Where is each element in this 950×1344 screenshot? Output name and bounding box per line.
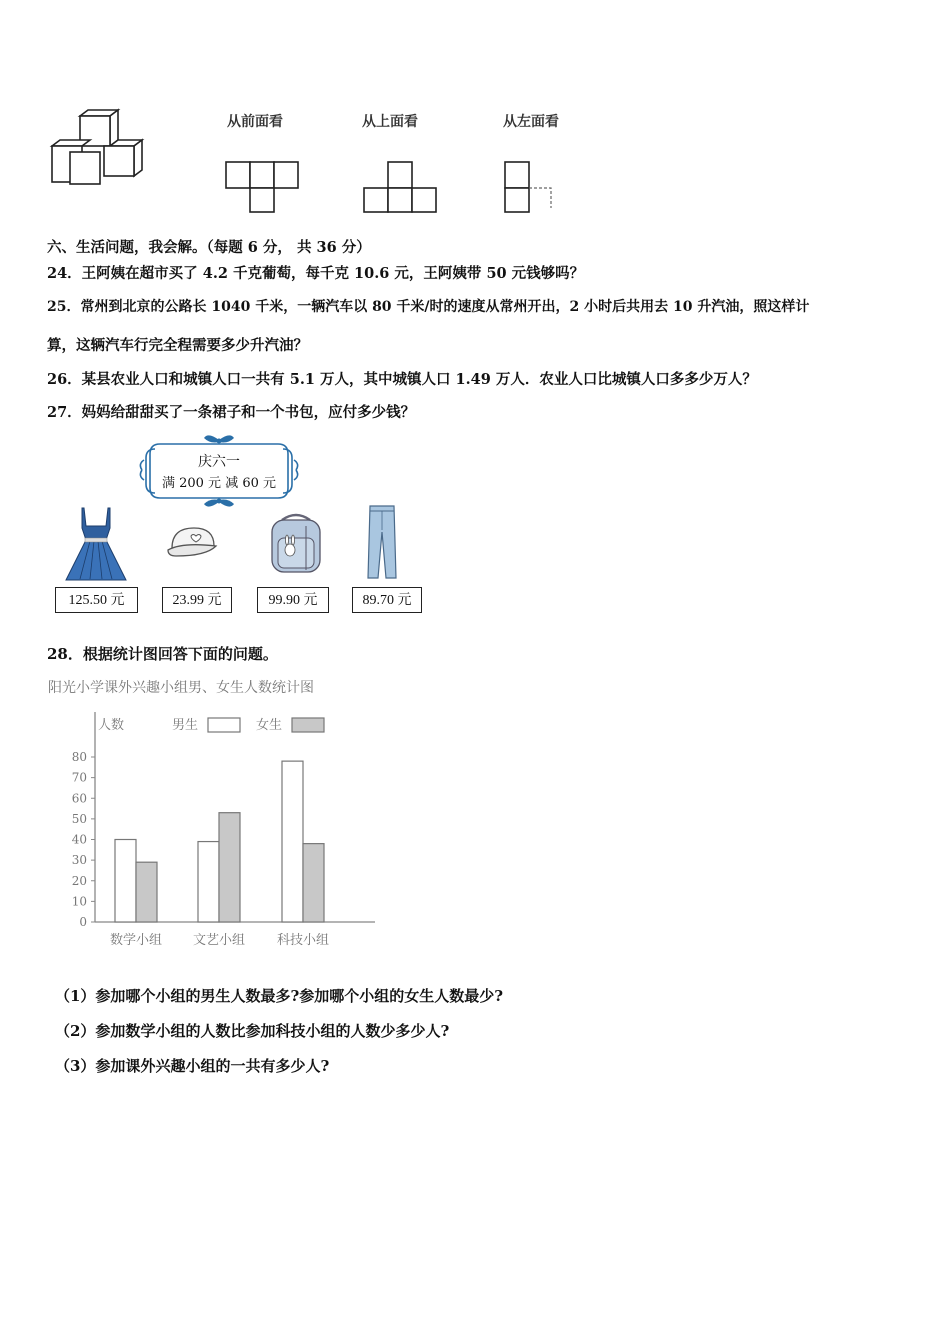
question-26: 26．某县农业人口和城镇人口一共有 5.1 万人，其中城镇人口 1.49 万人．农业人口比城镇人口多多少万人？ [47, 371, 757, 388]
question-25-line2: 算，这辆汽车行完全程需要多少升汽油？ [47, 337, 308, 354]
sub-question-3: （3）参加课外兴趣小组的一共有多少人? [55, 1057, 330, 1075]
bar-chart [40, 672, 390, 954]
x-category-label: 数学小组 [109, 933, 163, 948]
sub-question-1: （1）参加哪个小组的男生人数最多?参加哪个小组的女生人数最少? [55, 987, 504, 1005]
x-category-label: 科技小组 [276, 933, 330, 948]
bar-girls [303, 844, 324, 922]
promo-line-2: 满 200 元 减 60 元 [161, 476, 277, 491]
x-category-label: 文艺小组 [192, 933, 246, 948]
question-24: 24．王阿姨在超市买了 4.2 千克葡萄，每千克 10.6 元，王阿姨带 50 元钱够吗？ [47, 265, 585, 282]
top-view-label: 从上面看 [362, 114, 418, 130]
backpack-image [264, 510, 328, 576]
legend-boys-label: 男生 [172, 718, 199, 733]
cap-image [166, 522, 222, 562]
bar-girls [136, 862, 157, 922]
jeans-image [360, 502, 404, 582]
y-tick-label: 30 [71, 853, 87, 868]
chart-ylabel: 人数 [98, 718, 125, 733]
front-view-label: 从前面看 [227, 114, 283, 130]
bar-boys [282, 761, 303, 922]
y-tick-label: 80 [71, 750, 87, 764]
cube-stack-figure [48, 108, 148, 190]
y-tick-label: 0 [79, 915, 87, 929]
chart-title: 阳光小学课外兴趣小组男、女生人数统计图 [48, 680, 314, 696]
y-tick-label: 50 [71, 811, 87, 826]
promo-line-1: 庆六一 [198, 454, 240, 470]
bar-girls [219, 813, 240, 922]
bar-boys [115, 840, 136, 923]
bar-boys [198, 842, 219, 922]
y-tick-label: 40 [71, 832, 87, 847]
legend-boys-swatch [208, 718, 240, 732]
y-tick-label: 10 [71, 894, 87, 909]
price-tag-cap: 23.99 元 [162, 587, 232, 613]
y-tick-label: 20 [71, 873, 87, 888]
sub-question-2: （2）参加数学小组的人数比参加科技小组的人数少多少人? [55, 1022, 450, 1040]
promo-banner [138, 430, 300, 512]
top-view-figure [362, 160, 442, 216]
left-view-figure [503, 160, 559, 216]
price-tag-jeans: 89.70 元 [352, 587, 422, 613]
legend-girls-swatch [292, 718, 324, 732]
question-28: 28．根据统计图回答下面的问题。 [47, 645, 278, 663]
price-tag-backpack: 99.90 元 [257, 587, 329, 613]
question-27: 27．妈妈给甜甜买了一条裙子和一个书包，应付多少钱？ [47, 404, 416, 421]
front-view-figure [224, 160, 304, 216]
legend-girls-label: 女生 [256, 718, 283, 733]
y-tick-label: 60 [71, 791, 87, 806]
y-tick-label: 70 [71, 770, 87, 785]
dress-image [60, 504, 132, 582]
question-25-line1: 25．常州到北京的公路长 1040 千米，一辆汽车以 80 千米/时的速度从常州开出，2 小时后共用去 10 升汽油，照这样计 [47, 299, 810, 315]
left-view-label: 从左面看 [503, 114, 559, 130]
section-title: 六、生活问题，我会解。（每题 6 分， 共 36 分） [47, 239, 371, 256]
price-tag-dress: 125.50 元 [55, 587, 138, 613]
